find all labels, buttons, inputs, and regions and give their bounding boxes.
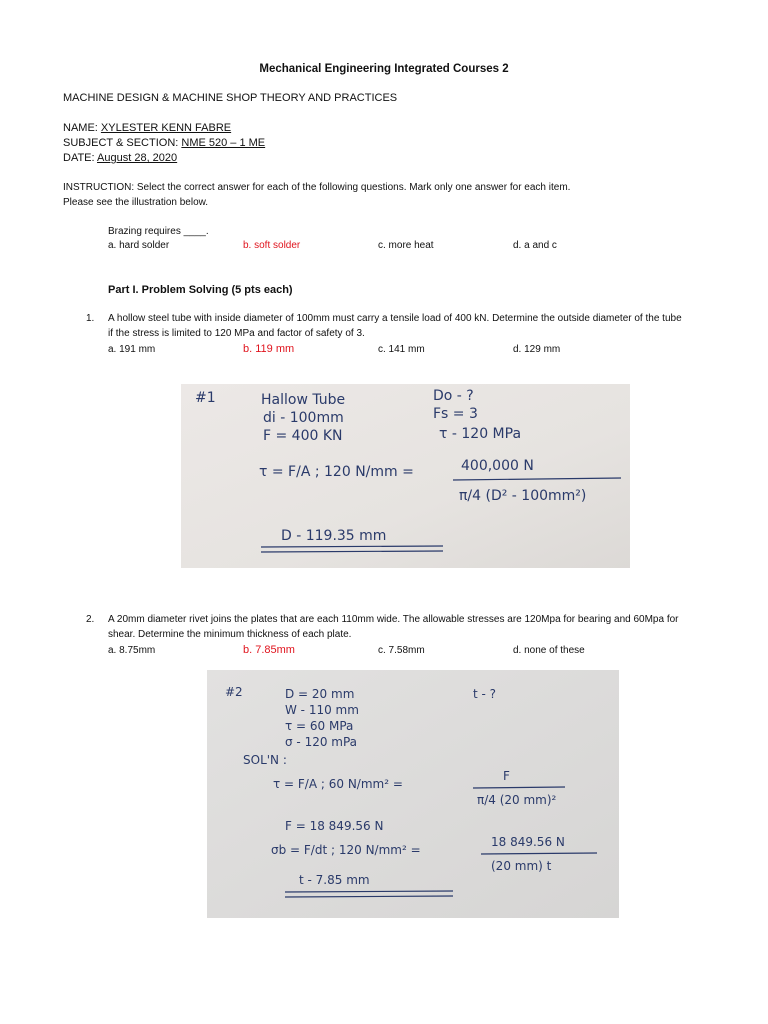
q2-text-line-2: shear. Determine the minimum thickness of each plate.: [108, 629, 352, 640]
photo2-result: t - 7.85 mm: [299, 873, 370, 887]
example-question: Brazing requires ____.: [108, 226, 209, 237]
document-title: Mechanical Engineering Integrated Courses 2: [259, 63, 509, 75]
document-subtitle: MACHINE DESIGN & MACHINE SHOP THEORY AND PRACTICES: [63, 92, 398, 104]
photo1-number: #1: [195, 390, 216, 406]
q2-choice-a: a. 8.75mm: [108, 645, 156, 656]
date-label: DATE:: [63, 152, 98, 164]
q2-number: 2.: [86, 614, 95, 625]
photo2-given-5: t - ?: [473, 687, 497, 701]
q1-choice-c: c. 141 mm: [378, 344, 425, 355]
q1-choice-d: d. 129 mm: [513, 344, 561, 355]
q1-text-line-2: if the stress is limited to 120 MPa and factor of safety of 3.: [108, 328, 365, 339]
q1-number: 1.: [86, 313, 95, 324]
photo2-given-1: D = 20 mm: [285, 687, 355, 701]
q2-choice-c: c. 7.58mm: [378, 645, 425, 656]
photo2-equation-2: F = 18 849.56 N: [285, 819, 384, 833]
q2-choice-d: d. none of these: [513, 645, 585, 656]
photo2-equation-1-numerator: F: [503, 769, 510, 783]
photo2-equation-1-denominator: π/4 (20 mm)²: [477, 793, 557, 807]
photo2-number: #2: [225, 685, 243, 699]
photo1-equation-lhs: τ = F/A ; 120 N/mm =: [259, 464, 414, 480]
solution-photo-1: [181, 384, 630, 568]
photo2-equation-3-numerator: 18 849.56 N: [491, 835, 565, 849]
example-choice-c: c. more heat: [378, 240, 434, 251]
q1-choice-a: a. 191 mm: [108, 344, 156, 355]
photo2-equation-3-denominator: (20 mm) t: [491, 859, 552, 873]
photo1-given-1: Hallow Tube: [261, 392, 346, 408]
photo2-equation-1-lhs: τ = F/A ; 60 N/mm² =: [273, 777, 403, 791]
photo1-given-2: di - 100mm: [263, 410, 344, 426]
instruction-line-2: Please see the illustration below.: [63, 197, 209, 208]
name-label: NAME:: [63, 122, 101, 134]
photo2-given-3: τ = 60 MPa: [285, 719, 354, 733]
photo2-given-4: σ - 120 mPa: [285, 735, 358, 749]
photo2-solution-label: SOL'N :: [243, 753, 287, 767]
photo1-given-6: τ - 120 MPa: [439, 426, 522, 442]
photo1-given-3: F = 400 KN: [263, 428, 343, 444]
example-choice-a: a. hard solder: [108, 240, 170, 251]
photo2-equation-3-lhs: σb = F/dt ; 120 N/mm² =: [271, 843, 421, 857]
instruction-line-1: INSTRUCTION: Select the correct answer for each of the following questions. Mark only one answer for each item.: [63, 182, 571, 193]
name-line: [63, 122, 231, 134]
subject-value: NME 520 – 1 ME: [181, 137, 266, 149]
photo2-given-2: W - 110 mm: [285, 703, 359, 717]
subject-line: [63, 137, 265, 149]
part1-heading: Part I. Problem Solving (5 pts each): [108, 284, 293, 296]
example-choice-b: b. soft solder: [243, 240, 301, 251]
q1-choice-b: b. 119 mm: [243, 343, 295, 355]
q2-text-line-1: A 20mm diameter rivet joins the plates that are each 110mm wide. The allowable stresses are 120Mpa for bearing and 60Mpa for: [108, 614, 679, 625]
example-choice-d: d. a and c: [513, 240, 557, 251]
subject-label: SUBJECT & SECTION:: [63, 137, 182, 149]
date-line: [63, 152, 177, 164]
photo1-equation-denominator: π/4 (D² - 100mm²): [459, 488, 587, 504]
photo1-given-5: Fs = 3: [433, 406, 478, 422]
date-value: August 28, 2020: [97, 152, 178, 164]
q1-text-line-1: A hollow steel tube with inside diameter of 100mm must carry a tensile load of 400 kN. Determine the outside diameter of the tube: [108, 313, 682, 324]
photo1-equation-numerator: 400,000 N: [461, 458, 534, 474]
solution-photo-2: [207, 670, 619, 918]
photo1-result: D - 119.35 mm: [281, 528, 387, 544]
name-value: XYLESTER KENN FABRE: [100, 122, 232, 134]
q2-choice-b: b. 7.85mm: [243, 644, 295, 656]
photo1-given-4: Do - ?: [433, 388, 474, 404]
